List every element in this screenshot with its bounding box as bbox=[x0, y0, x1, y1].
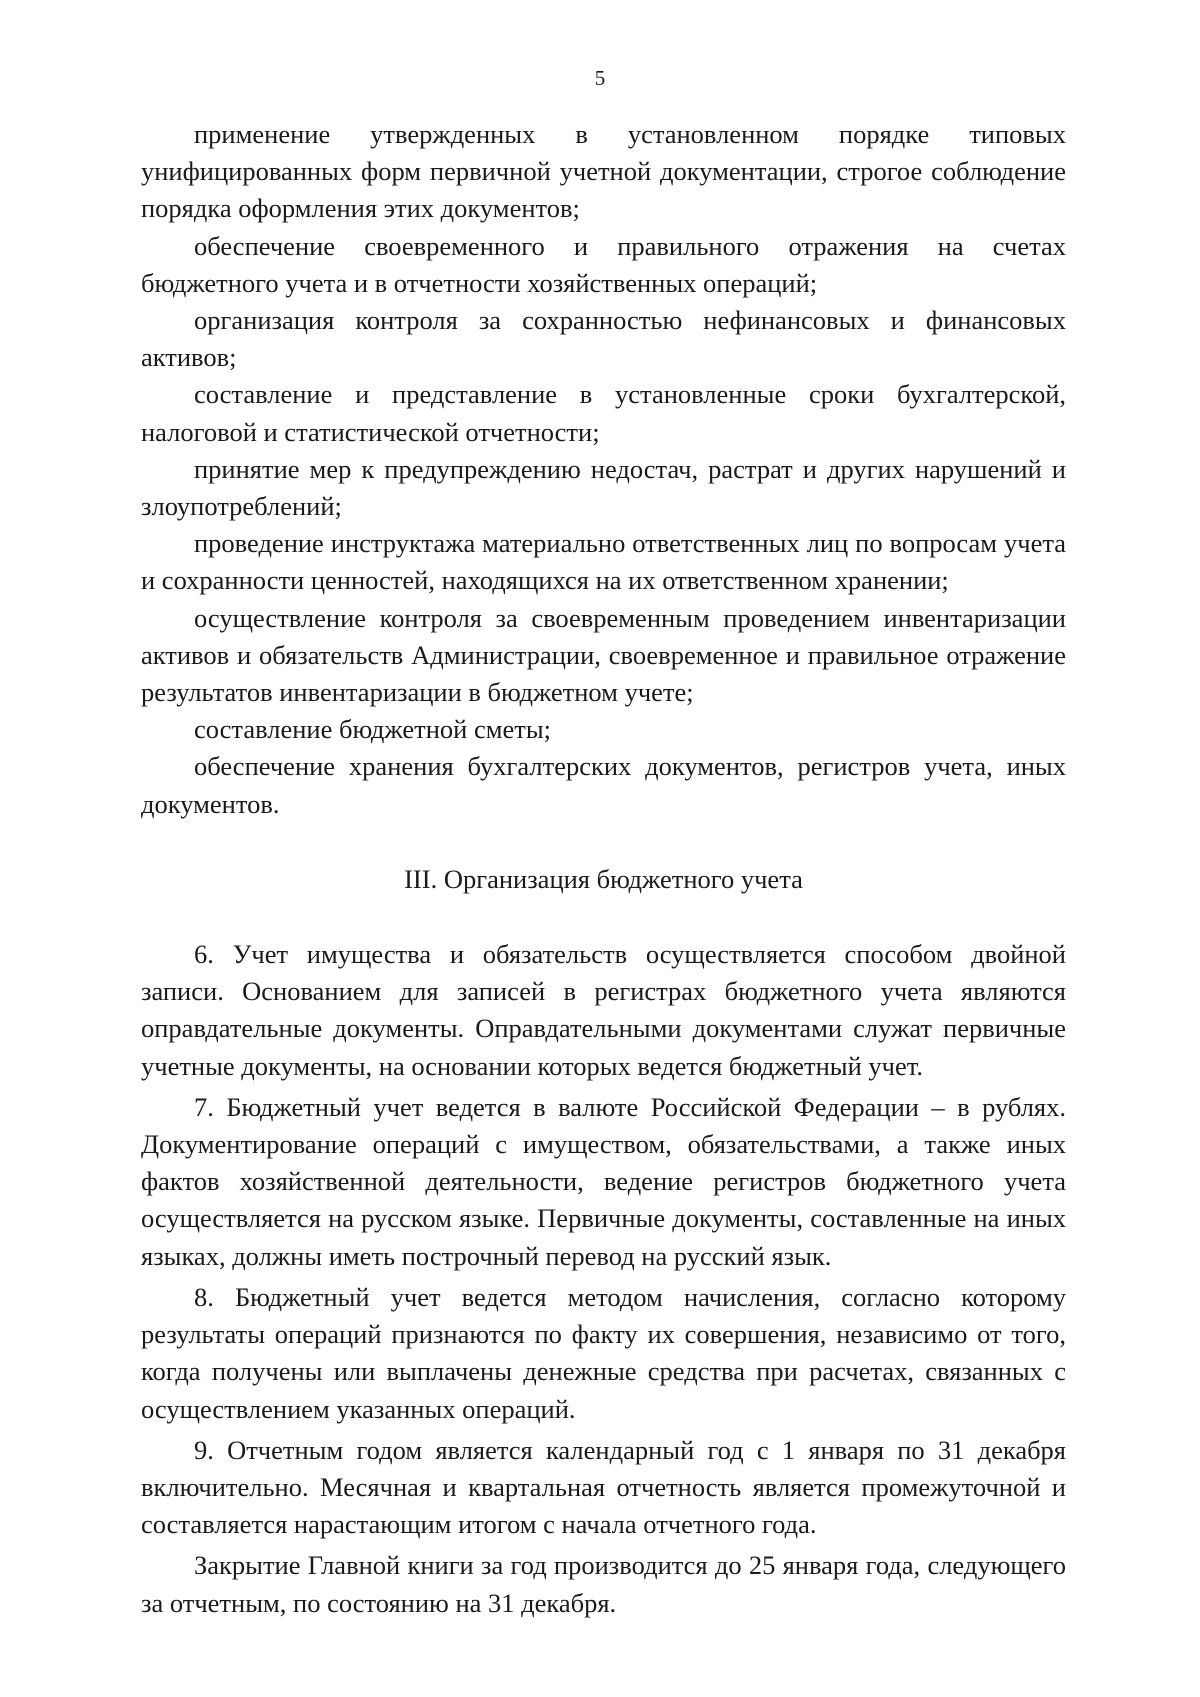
section-paragraphs bbox=[141, 936, 1066, 1622]
list-item: обеспечение своевременного и правильного отражения на счетах бюджетного учета и в отчетности хозяйственных операций; bbox=[141, 230, 1066, 298]
paragraph: 8. Бюджетный учет ведется методом начисления, согласно которому результаты операций признаются по факту их совершения, независимо от того, когда получены или выплачены денежные средства при расчетах, связанных с осуществлением указанных операций. bbox=[141, 1281, 1066, 1424]
list-item: применение утвержденных в установленном порядке типовых унифицированных форм первичной учетной документации, строгое соблюдение порядка оформления этих документов; bbox=[141, 119, 1066, 224]
section-heading: III. Организация бюджетного учета bbox=[404, 863, 803, 894]
list-item: организация контроля за сохранностью нефинансовых и финансовых активов; bbox=[141, 305, 1066, 373]
page-number: 5 bbox=[594, 66, 606, 90]
list-item: принятие мер к предупреждению недостач, растрат и других нарушений и злоупотреблений; bbox=[141, 453, 1066, 522]
paragraph: 7. Бюджетный учет ведется в валюте Российской Федерации – в рублях. Документирование операций с имуществом, обязательствами, а также иных фактов хозяйственной деятельности, ведение регистров бюджетного учета осуществляется на русском языке. Первичные документы, составленные на иных языках, должны иметь построчный перевод на русский язык. bbox=[141, 1091, 1066, 1271]
document-body bbox=[141, 116, 1066, 1622]
list-item: осуществление контроля за своевременным проведением инвентаризации активов и обязательств Администрации, своевременное и правильное отражение результатов инвентаризации в бюджетном учете; bbox=[141, 602, 1066, 708]
list-item: составление бюджетной сметы; bbox=[194, 714, 551, 745]
list-item: обеспечение хранения бухгалтерских документов, регистров учета, иных документов. bbox=[141, 751, 1066, 819]
paragraph: 9. Отчетным годом является календарный год с 1 января по 31 декабря включительно. Месячная и квартальная отчетность является промежуточной и составляется нарастающим итогом с начала отчетного года. bbox=[141, 1434, 1066, 1540]
list-item: проведение инструктажа материально ответственных лиц по вопросам учета и сохранности ценностей, находящихся на их ответственном хранении; bbox=[141, 528, 1066, 596]
paragraph: 6. Учет имущества и обязательств осуществляется способом двойной записи. Основанием для записей в регистрах бюджетного учета являются оправдательные документы. Оправдательными документами служат первичные учетные документы, на основании которых ведется бюджетный учет. bbox=[141, 939, 1066, 1081]
duties-list bbox=[141, 116, 1066, 823]
paragraph: Закрытие Главной книги за год производится до 25 января года, следующего за отчетным, по состоянию на 31 декабря. bbox=[141, 1550, 1066, 1618]
list-item: составление и представление в установленные сроки бухгалтерской, налоговой и статистической отчетности; bbox=[141, 379, 1066, 447]
